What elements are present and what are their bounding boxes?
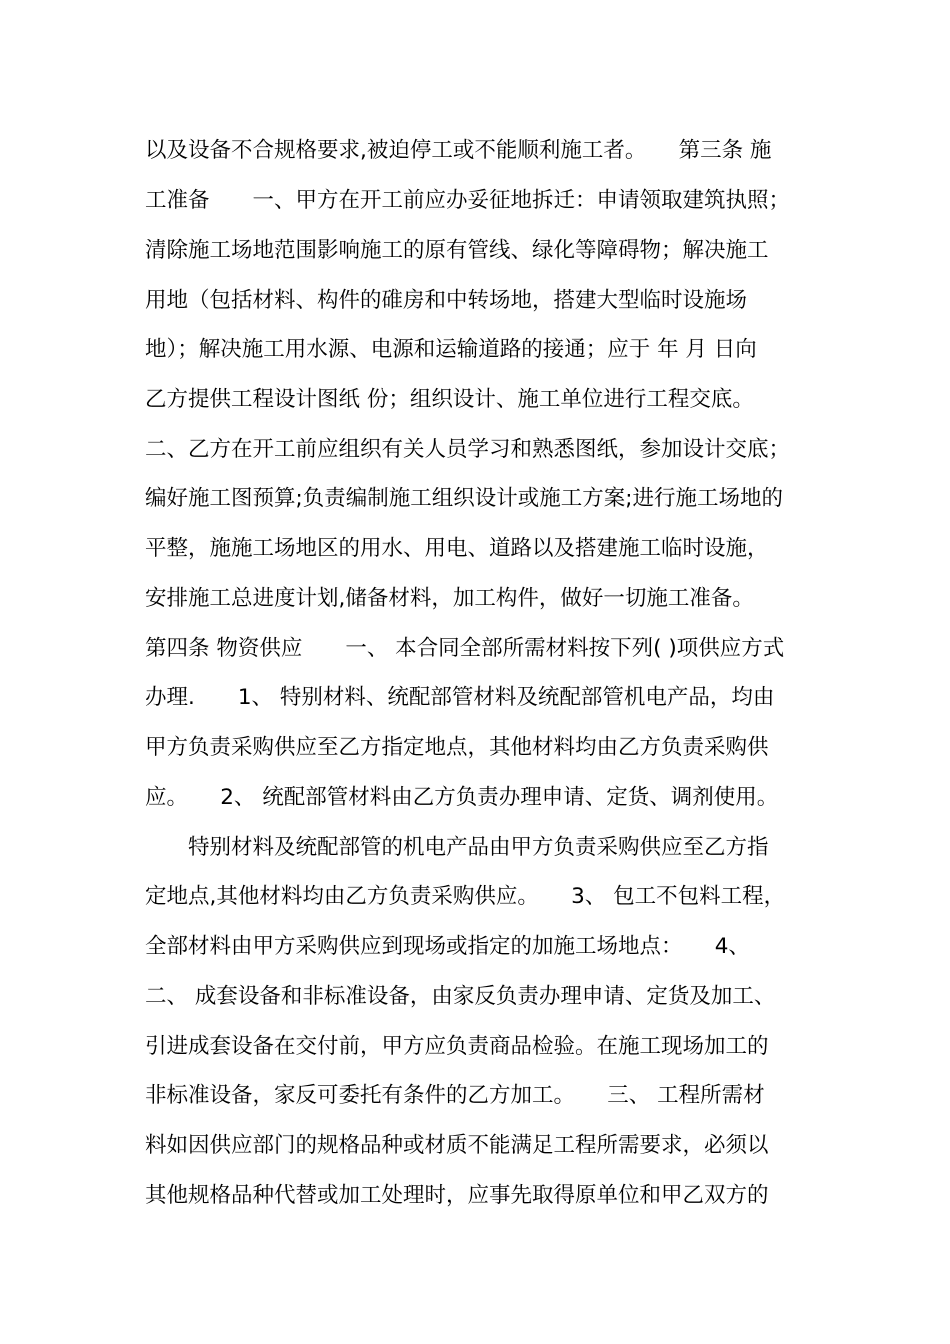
text-line: 定地点,其他材料均由乙方负责采购供应。 3、 包工不包料工程， bbox=[145, 884, 786, 909]
text-line: 工准备 一、甲方在开工前应办妥征地拆迁：申请领取建筑执照； bbox=[145, 188, 791, 213]
text-line: 编好施工图预算;负责编制施工组织设计或施工方案;进行施工场地的 bbox=[145, 486, 783, 511]
text-line: 甲方负责采购供应至乙方指定地点，其他材料均由乙方负责采购供 bbox=[145, 735, 769, 760]
text-line: 以及设备不合规格要求,被迫停工或不能顺利施工者。 第三条 施 bbox=[145, 138, 772, 163]
text-line: 安排施工总进度计划,储备材料，加工构件，做好一切施工准备。 bbox=[145, 586, 754, 611]
text-line: 其他规格品种代替或加工处理时，应事先取得原单位和甲乙双方的 bbox=[145, 1183, 769, 1208]
text-line: 清除施工场地范围影响施工的原有管线、绿化等障碍物；解决施工 bbox=[145, 238, 769, 263]
text-line: 用地（包括材料、构件的碓房和中转场地，搭建大型临时设施场 bbox=[145, 288, 748, 313]
text-line: 二、 成套设备和非标准设备，由家反负责办理申请、定货及加工、 bbox=[145, 984, 776, 1009]
text-line: 特别材料及统配部管的机电产品由甲方负责采购供应至乙方指 bbox=[145, 835, 769, 860]
text-line: 平整，施施工场地区的用水、用电、道路以及搭建施工临时设施， bbox=[145, 536, 769, 561]
text-line: 办理. 1、 特别材料、统配部管材料及统配部管机电产品，均由 bbox=[145, 685, 775, 710]
text-line: 料如因供应部门的规格品种或材质不能满足工程所需要求，必须以 bbox=[145, 1133, 769, 1158]
text-line: 引进成套设备在交付前，甲方应负责商品检验。在施工现场加工的 bbox=[145, 1034, 769, 1059]
text-line: 应。 2、 统配部管材料由乙方负责办理申请、定货、调剂使用。 bbox=[145, 785, 779, 810]
text-line: 第四条 物资供应 一、 本合同全部所需材料按下列( )项供应方式 bbox=[145, 636, 785, 661]
text-line: 二、乙方在开工前应组织有关人员学习和熟悉图纸，参加设计交底； bbox=[145, 437, 791, 462]
text-line: 全部材料由甲方采购供应到现场或指定的加施工场地点： 4、 bbox=[145, 934, 750, 959]
text-line: 地）；解决施工用水源、电源和运输道路的接通；应于 年 月 日向 bbox=[145, 337, 757, 362]
text-line: 非标准设备，家反可委托有条件的乙方加工。 三、 工程所需材 bbox=[145, 1083, 765, 1108]
text-line: 乙方提供工程设计图纸 份；组织设计、施工单位进行工程交底。 bbox=[145, 387, 754, 412]
